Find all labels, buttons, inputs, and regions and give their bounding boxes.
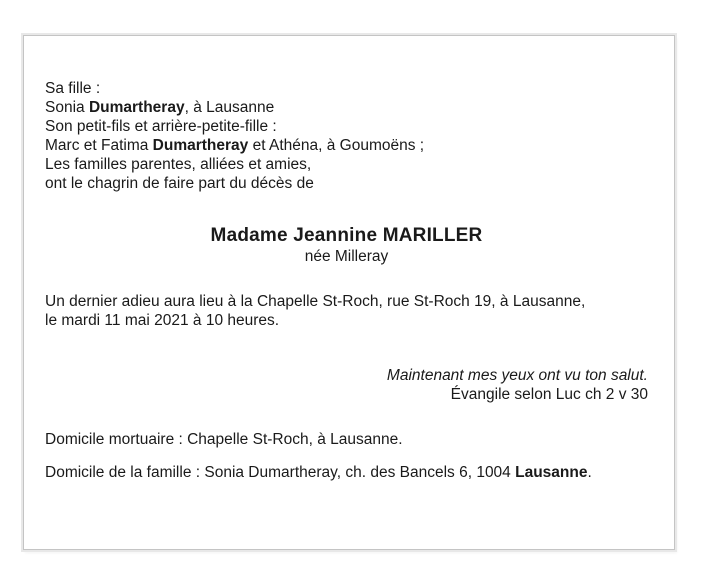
maiden-name: née Milleray [304,248,389,265]
ceremony-line: Un dernier adieu aura lieu à la Chapelle St-Roch, rue St-Roch 19, à Lausanne, [45,293,586,310]
family-address-line: Domicile de la famille : Sonia Dumartheray, ch. des Bancels 6, 1004 Lausanne. [45,464,592,481]
family-intro-line: Les familles parentes, alliées et amies, [45,156,312,173]
family-intro-line: ont le chagrin de faire part du décès de [45,175,314,192]
family-intro-line: Marc et Fatima Dumartheray et Athéna, à Goumoëns ; [45,137,425,154]
mortuary-address-line: Domicile mortuaire : Chapelle St-Roch, à Lausanne. [45,431,403,448]
family-intro-line: Sa fille : [45,80,101,97]
ceremony-block [45,292,648,330]
death-notice-card [23,35,675,550]
family-intro-line: Son petit-fils et arrière-petite-fille : [45,118,277,135]
ceremony-line: le mardi 11 mai 2021 à 10 heures. [45,312,280,329]
family-intro-line: Sonia Dumartheray, à Lausanne [45,99,275,116]
family-intro-block [45,79,648,193]
deceased-name: Madame Jeannine MARILLER [210,225,483,246]
scripture-reference: Évangile selon Luc ch 2 v 30 [450,386,648,403]
scripture-block [45,366,648,404]
deceased-title-block [45,224,648,266]
scripture-quote: Maintenant mes yeux ont vu ton salut. [386,367,648,384]
